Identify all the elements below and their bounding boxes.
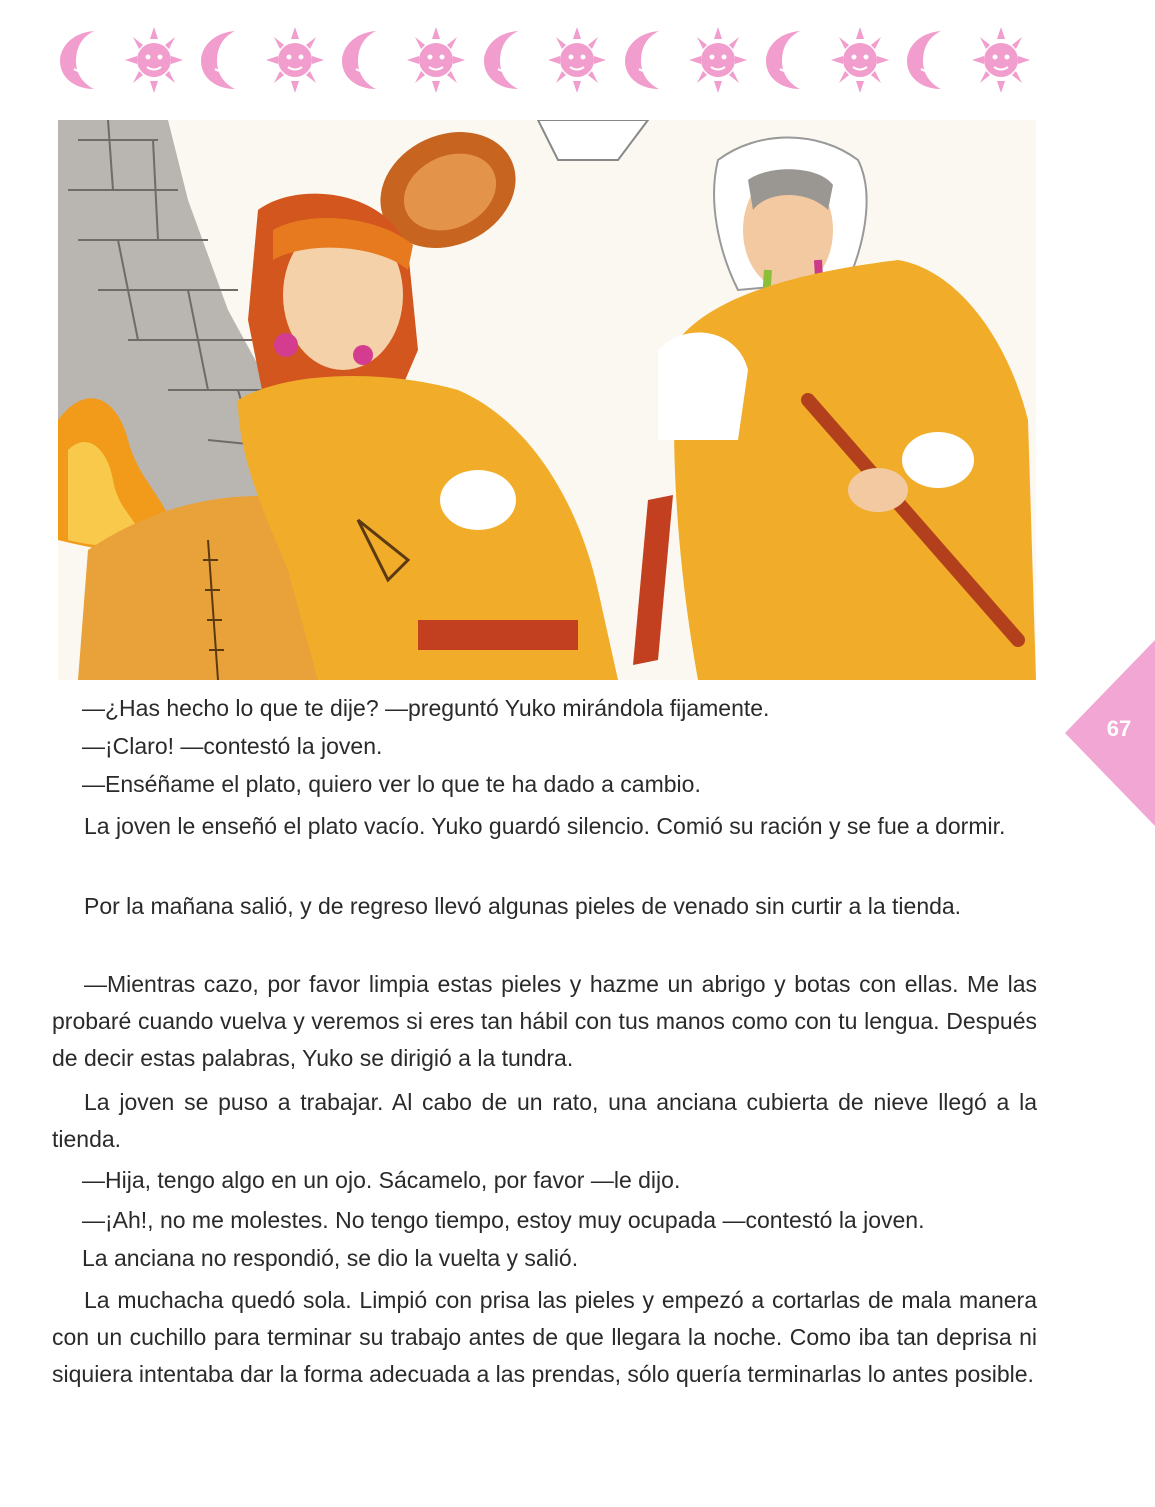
paragraph-10: La anciana no respondió, se dio la vuelta y salió. xyxy=(82,1245,579,1271)
sun-icon xyxy=(829,25,891,95)
paragraph-7: La joven se puso a trabajar. Al cabo de un rato, una anciana cubierta de nieve llegó a la tienda. xyxy=(52,1089,1037,1152)
story-illustration xyxy=(58,120,1036,680)
page-number: 67 xyxy=(1106,716,1132,741)
paragraph-9: —¡Ah!, no me molestes. No tengo tiempo, estoy muy ocupada —contestó la joven. xyxy=(82,1207,925,1233)
paragraph-4: La joven le enseñó el plato vacío. Yuko guardó silencio. Comió su ración y se fue a dormir. xyxy=(84,813,1006,839)
moon-icon xyxy=(334,25,396,95)
sun-icon xyxy=(687,25,749,95)
sun-icon xyxy=(405,25,467,95)
ornament-border xyxy=(52,22,1032,98)
paragraph-5: Por la mañana salió, y de regreso llevó algunas pieles de venado sin curtir a la tienda. xyxy=(84,893,962,919)
moon-icon xyxy=(476,25,538,95)
moon-icon xyxy=(758,25,820,95)
paragraph-3: —Enséñame el plato, quiero ver lo que te ha dado a cambio. xyxy=(82,771,701,797)
moon-icon xyxy=(193,25,255,95)
paragraph-2: —¡Claro! —contestó la joven. xyxy=(82,733,383,759)
sun-icon xyxy=(970,25,1032,95)
moon-icon xyxy=(52,25,114,95)
moon-icon xyxy=(617,25,679,95)
paragraph-11: La muchacha quedó sola. Limpió con prisa las pieles y empezó a cortarlas de mala manera con un cuchillo para terminar su trabajo antes de que llegara la noche. Como iba tan deprisa ni siquiera intentaba dar la forma adecuada a las prendas, sólo quería terminarlas lo antes posible. xyxy=(52,1287,1037,1387)
sun-icon xyxy=(546,25,608,95)
paragraph-6: —Mientras cazo, por favor limpia estas pieles y hazme un abrigo y botas con ellas. Me las probaré cuando vuelva y veremos si eres tan hábil con tus manos como con tu lengua. Después de decir estas palabras, Yuko se dirigió a la tundra. xyxy=(52,971,1037,1071)
paragraph-1: —¿Has hecho lo que te dije? —preguntó Yuko mirándola fijamente. xyxy=(82,695,770,721)
moon-icon xyxy=(899,25,961,95)
sun-icon xyxy=(123,25,185,95)
paragraph-8: —Hija, tengo algo en un ojo. Sácamelo, por favor —le dijo. xyxy=(82,1167,681,1193)
sun-icon xyxy=(264,25,326,95)
